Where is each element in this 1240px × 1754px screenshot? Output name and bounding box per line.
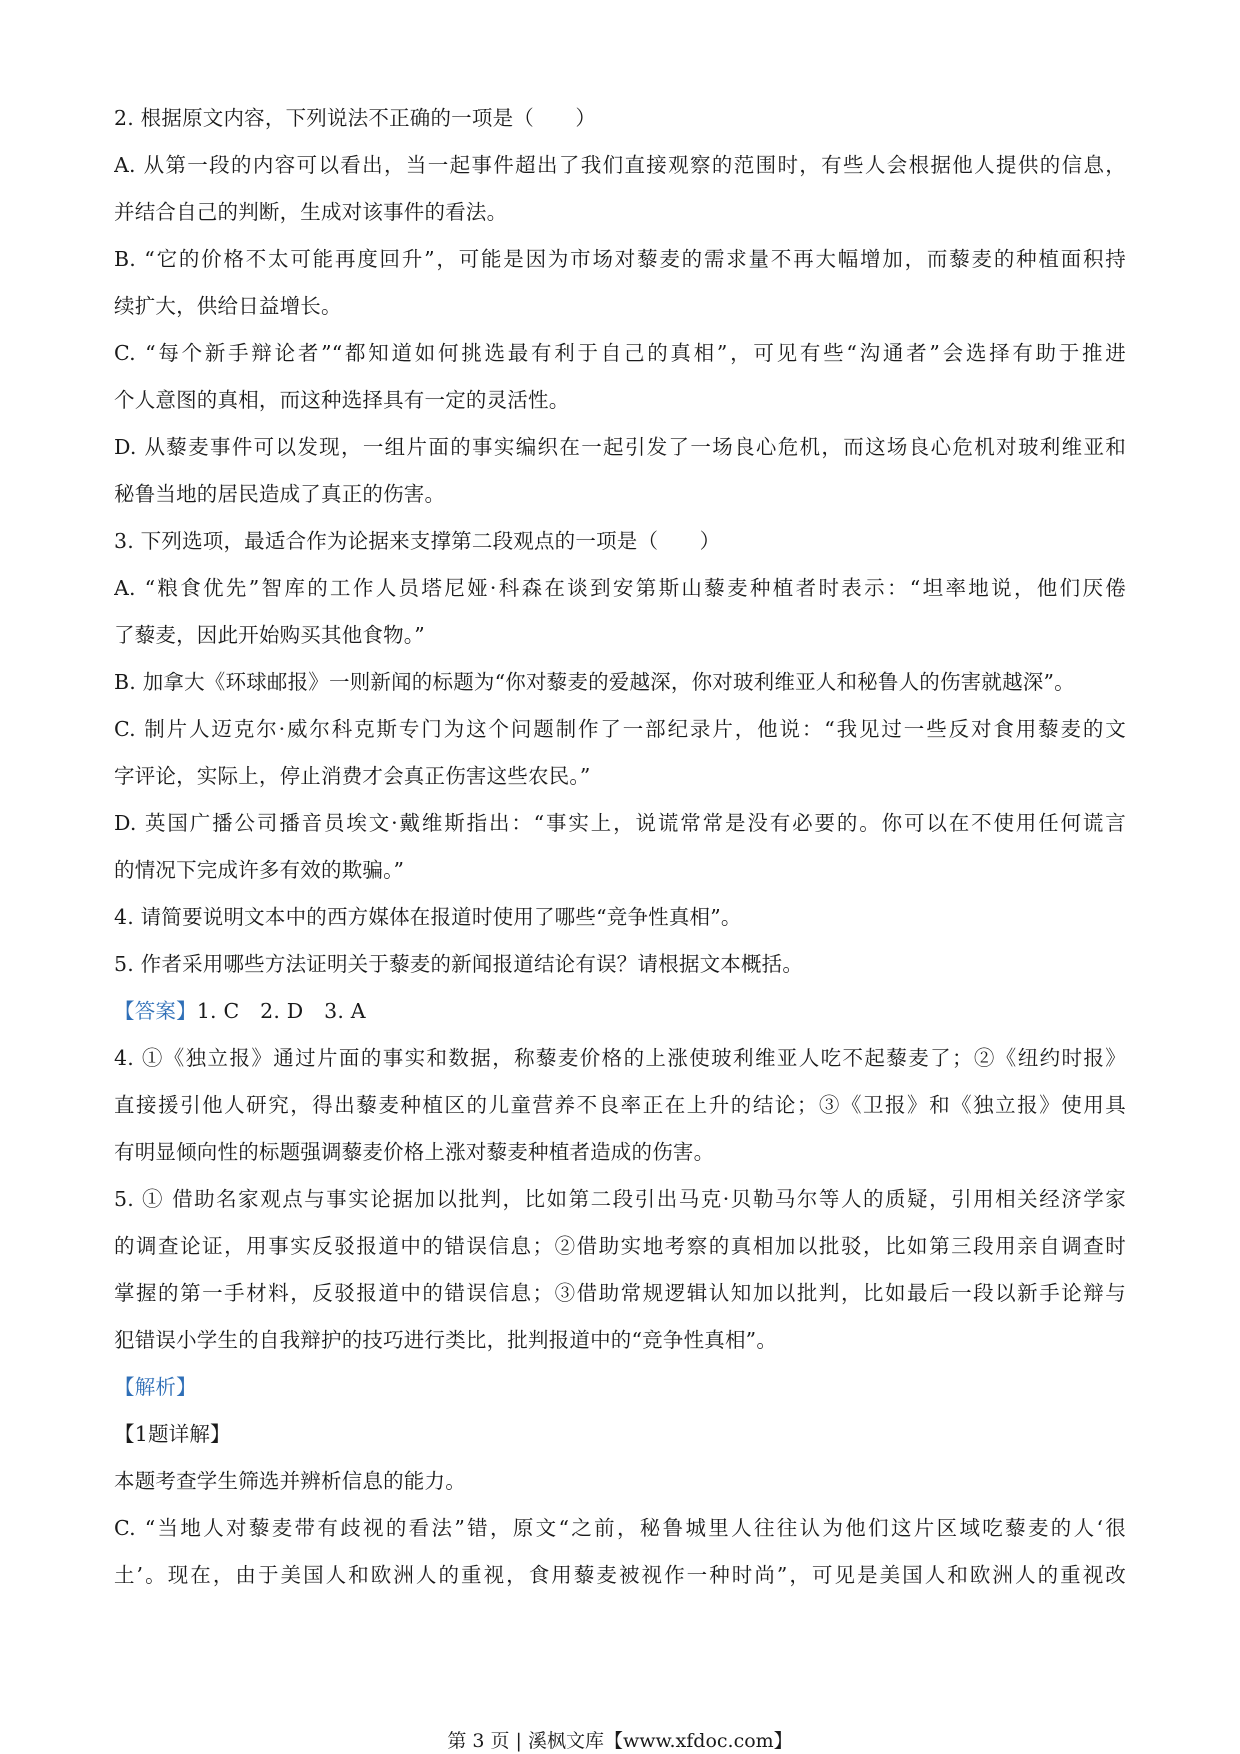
answer-5-line-1: 5. ① 借助名家观点与事实论据加以批判，比如第二段引出马克·贝勒马尔等人的质疑，引用相关经济学家: [114, 1187, 1126, 1211]
analysis-intro: 本题考查学生筛选并辨析信息的能力。: [114, 1469, 466, 1493]
answer-choices: 1. C 2. D 3. A: [196, 999, 366, 1023]
answer-tag: 【答案】: [114, 999, 197, 1023]
question-2-option-a-line-1: A. 从第一段的内容可以看出，当一起事件超出了我们直接观察的范围时，有些人会根据他人提供的信息，: [114, 153, 1126, 177]
document-body: [114, 100, 1126, 1604]
question-2-option-b-line-1: B. “它的价格不太可能再度回升”，可能是因为市场对藜麦的需求量不再大幅增加，而藜麦的种植面积持: [114, 247, 1126, 271]
question-2-option-c-line-1: C. “每个新手辩论者”“都知道如何挑选最有利于自己的真相”，可见有些“沟通者”会选择有助于推进: [114, 341, 1126, 365]
question-4-stem: 4. 请简要说明文本中的西方媒体在报道时使用了哪些“竞争性真相”。: [114, 905, 742, 929]
analysis-c-line-2: 土’。现在，由于美国人和欧洲人的重视，食用藜麦被视作一种时尚”，可见是美国人和欧洲人的重视改: [114, 1563, 1126, 1587]
question-3-option-c-line-1: C. 制片人迈克尔·威尔科克斯专门为这个问题制作了一部纪录片，他说：“我见过一些反对食用藜麦的文: [114, 717, 1126, 741]
question-3-option-a-line-2: 了藜麦，因此开始购买其他食物。”: [114, 623, 425, 647]
analysis-sub-tag: 【1题详解】: [114, 1422, 231, 1446]
question-5-stem: 5. 作者采用哪些方法证明关于藜麦的新闻报道结论有误？请根据文本概括。: [114, 952, 804, 976]
question-2-option-c-line-2: 个人意图的真相，而这种选择具有一定的灵活性。: [114, 388, 570, 412]
answer-5-line-3: 掌握的第一手材料，反驳报道中的错误信息；③借助常规逻辑认知加以批判，比如最后一段以新手论辩与: [114, 1281, 1126, 1305]
question-3-option-b-line-1: B. 加拿大《环球邮报》一则新闻的标题为“你对藜麦的爱越深，你对玻利维亚人和秘鲁人的伤害就越深”。: [114, 670, 1075, 694]
question-2-option-a-line-2: 并结合自己的判断，生成对该事件的看法。: [114, 200, 508, 224]
answer-line: [114, 993, 1126, 1040]
page-footer: 第 3 页 | 溪枫文库【www.xfdoc.com】: [447, 1730, 793, 1752]
question-2-option-d-line-1: D. 从藜麦事件可以发现，一组片面的事实编织在一起引发了一场良心危机，而这场良心危机对玻利维亚和: [114, 435, 1126, 459]
question-3-option-a-line-1: A. “粮食优先”智库的工作人员塔尼娅·科森在谈到安第斯山藜麦种植者时表示：“坦率地说，他们厌倦: [114, 576, 1126, 600]
question-2-stem: 2. 根据原文内容，下列说法不正确的一项是（ ）: [114, 106, 597, 130]
question-3-stem: 3. 下列选项，最适合作为论据来支撑第二段观点的一项是（ ）: [114, 529, 721, 553]
analysis-tag: 【解析】: [114, 1375, 197, 1399]
answer-5-line-4: 犯错误小学生的自我辩护的技巧进行类比，批判报道中的“竞争性真相”。: [114, 1328, 778, 1352]
question-2-option-b-line-2: 续扩大，供给日益增长。: [114, 294, 342, 318]
answer-5-line-2: 的调查论证，用事实反驳报道中的错误信息；②借助实地考察的真相加以批驳，比如第三段用亲自调查时: [114, 1234, 1126, 1258]
question-3-option-c-line-2: 字评论，实际上，停止消费才会真正伤害这些农民。”: [114, 764, 591, 788]
answer-4-line-2: 直接援引他人研究，得出藜麦种植区的儿童营养不良率正在上升的结论；③《卫报》和《独立报》使用具: [114, 1093, 1126, 1117]
question-3-option-d-line-2: 的情况下完成许多有效的欺骗。”: [114, 858, 405, 882]
question-3-option-d-line-1: D. 英国广播公司播音员埃文·戴维斯指出：“事实上，说谎常常是没有必要的。你可以在不使用任何谎言: [114, 811, 1126, 835]
answer-4-line-3: 有明显倾向性的标题强调藜麦价格上涨对藜麦种植者造成的伤害。: [114, 1140, 715, 1164]
analysis-c-line-1: C. “当地人对藜麦带有歧视的看法”错，原文“之前，秘鲁城里人往往认为他们这片区域吃藜麦的人‘很: [114, 1516, 1126, 1540]
answer-4-line-1: 4. ①《独立报》通过片面的事实和数据，称藜麦价格的上涨使玻利维亚人吃不起藜麦了；②《纽约时报》: [114, 1046, 1126, 1070]
question-2-option-d-line-2: 秘鲁当地的居民造成了真正的伤害。: [114, 482, 446, 506]
